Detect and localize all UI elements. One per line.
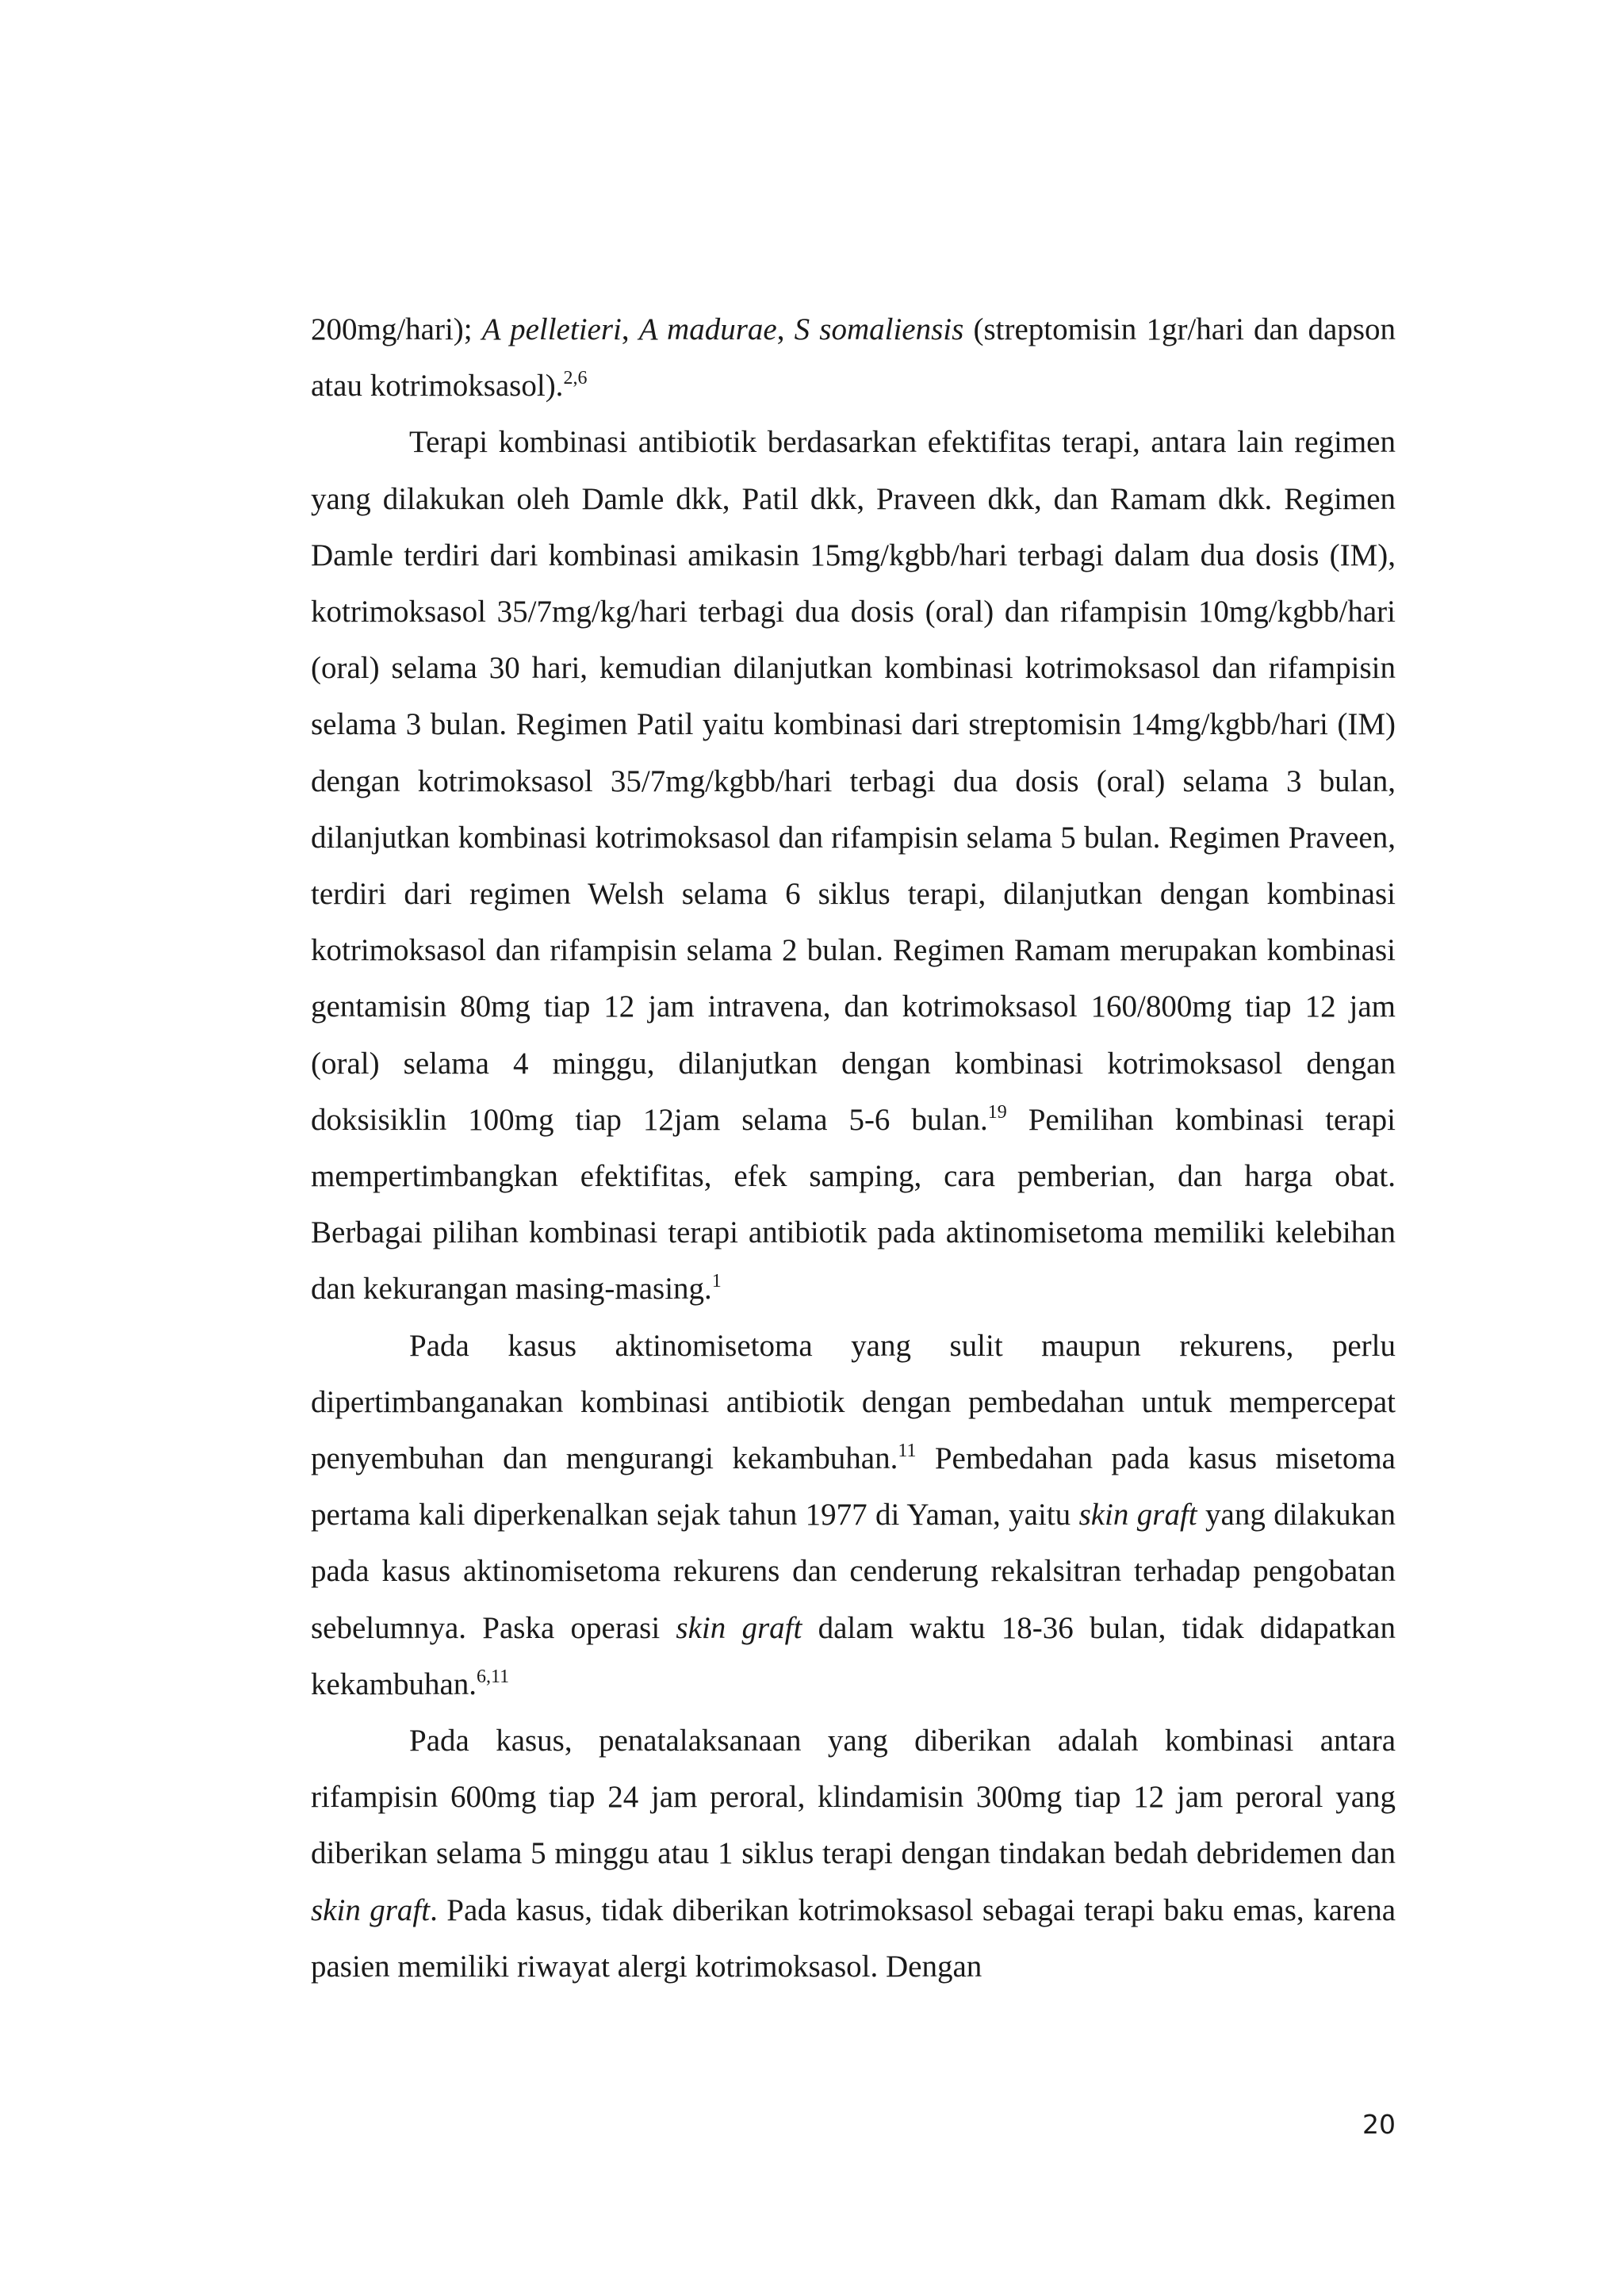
page-number: 20 (1362, 2109, 1396, 2140)
italic-term: S somaliensis (794, 312, 964, 346)
text-run: . Pada kasus, tidak diberikan kotrimoksasol sebagai terapi baku emas, karena pasien memiliki riwayat alergi kotrimoksasol. Dengan (311, 1892, 1396, 1984)
italic-term: skin graft (676, 1610, 802, 1645)
text-run: 200mg/hari); (311, 312, 482, 346)
text-run: Pembedahan pada kasus misetoma pertama kali diperkenalkan sejak tahun 1977 di Yaman, yaitu (311, 1441, 1396, 1533)
paragraph (311, 414, 1396, 1317)
paragraph (311, 301, 1396, 414)
paragraph (311, 1712, 1396, 1995)
paragraph (311, 1318, 1396, 1712)
text-run: (streptomisin 1gr/hari dan dapson atau kotrimoksasol). (311, 312, 1396, 404)
text-run: Terapi kombinasi antibiotik berdasarkan efektifitas terapi, antara lain regimen yang dilakukan oleh Damle dkk, Patil dkk, Praveen dkk, dan Ramam dkk. Regimen Damle terdiri dari kombinasi amikasin 15mg/kgbb/hari terbagi dalam dua dosis (IM), kotrimoksasol 35/7mg/kg/hari terbagi dua dosis (oral) dan rifampisin 10mg/kgbb/hari (oral) selama 30 hari, kemudian dilanjutkan kombinasi kotrimoksasol dan rifampisin selama 3 bulan. Regimen Patil yaitu kombinasi dari streptomisin 14mg/kgbb/hari (IM) dengan kotrimoksasol 35/7mg/kgbb/hari terbagi dua dosis (oral) selama 3 bulan, dilanjutkan kombinasi kotrimoksasol dan rifampisin selama 5 bulan. Regimen Praveen, terdiri dari regimen Welsh selama 6 siklus terapi, dilanjutkan dengan kombinasi kotrimoksasol dan rifampisin selama 2 bulan. Regimen Ramam merupakan kombinasi gentamisin 80mg tiap 12 jam intravena, dan kotrimoksasol 160/800mg tiap 12 jam (oral) selama 4 minggu, dilanjutkan dengan kombinasi kotrimoksasol dengan doksisiklin 100mg tiap 12jam selama 5-6 bulan. (311, 425, 1396, 1137)
text-run: yang dilakukan pada kasus aktinomisetoma rekurens dan cenderung rekalsitran terhadap pengobatan sebelumnya. Paska operasi (311, 1498, 1396, 1645)
text-run: , (621, 312, 639, 346)
italic-term: A pelletieri (481, 312, 622, 346)
italic-term: skin graft (311, 1892, 431, 1927)
italic-term: A madurae (638, 312, 777, 346)
text-run: dalam waktu 18-36 bulan, tidak didapatkan kekambuhan. (311, 1610, 1396, 1701)
text-run: Pada kasus, penatalaksanaan yang diberikan adalah kombinasi antara rifampisin 600mg tiap 24 jam peroral, klindamisin 300mg tiap 12 jam peroral yang diberikan selama 5 minggu atau 1 siklus terapi dengan tindakan bedah debridemen dan (311, 1724, 1396, 1871)
text-run: Pada kasus aktinomisetoma yang sulit maupun rekurens, perlu dipertimbanganakan kombinasi antibiotik dengan pembedahan untuk mempercepat penyembuhan dan mengurangi kekambuhan. (311, 1328, 1396, 1476)
body-text (311, 301, 1396, 1995)
citation-superscript: 6,11 (477, 1666, 510, 1687)
italic-term: skin graft (1078, 1498, 1197, 1533)
text-run: , (776, 312, 795, 346)
citation-superscript: 19 (987, 1101, 1007, 1123)
citation-superscript: 11 (898, 1441, 917, 1462)
citation-superscript: 1 (711, 1271, 722, 1292)
citation-superscript: 2,6 (563, 368, 588, 389)
text-run: Pemilihan kombinasi terapi mempertimbangkan efektifitas, efek samping, cara pemberian, dan harga obat. Berbagai pilihan kombinasi terapi antibiotik pada aktinomisetoma memiliki kelebihan dan kekurangan masing-masing. (311, 1102, 1396, 1307)
